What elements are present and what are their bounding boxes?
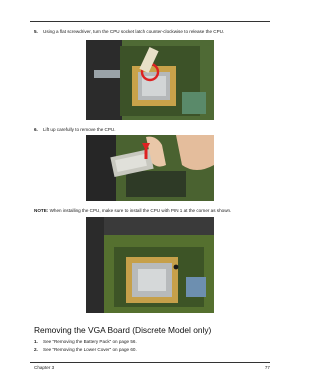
cpu-removal-photo bbox=[86, 135, 214, 201]
note-text: When installing the CPU, make sure to install the CPU with PIN 1 at the corner as shown. bbox=[48, 208, 232, 213]
section-step-2 bbox=[34, 347, 137, 353]
footer-chapter: Chapter 3 bbox=[34, 365, 55, 370]
step-text: Using a flat screwdriver, turn the CPU socket latch counter-clockwise to release the CPU. bbox=[43, 29, 225, 34]
header-rule bbox=[30, 21, 270, 22]
step-text: See “Removing the Lower Cover” on page 60. bbox=[43, 347, 137, 352]
step-6 bbox=[34, 127, 116, 133]
step-text: Lift up carefully to remove the CPU. bbox=[43, 127, 116, 132]
step-text: See “Removing the Battery Pack” on page 56. bbox=[43, 339, 137, 344]
section-step-1 bbox=[34, 339, 137, 345]
section-title: Removing the VGA Board (Discrete Model only) bbox=[34, 325, 212, 335]
step-number: 6. bbox=[34, 127, 38, 132]
footer-page-number: 77 bbox=[264, 365, 270, 370]
step-number: 2. bbox=[34, 347, 38, 352]
cpu-pin1-photo bbox=[86, 217, 214, 313]
cpu-latch-photo bbox=[86, 40, 214, 120]
step-number: 1. bbox=[34, 339, 38, 344]
install-note bbox=[34, 208, 231, 214]
step-number: 5. bbox=[34, 29, 38, 34]
footer-rule bbox=[30, 362, 270, 363]
step-5 bbox=[34, 29, 224, 35]
note-label: NOTE: bbox=[34, 208, 49, 213]
